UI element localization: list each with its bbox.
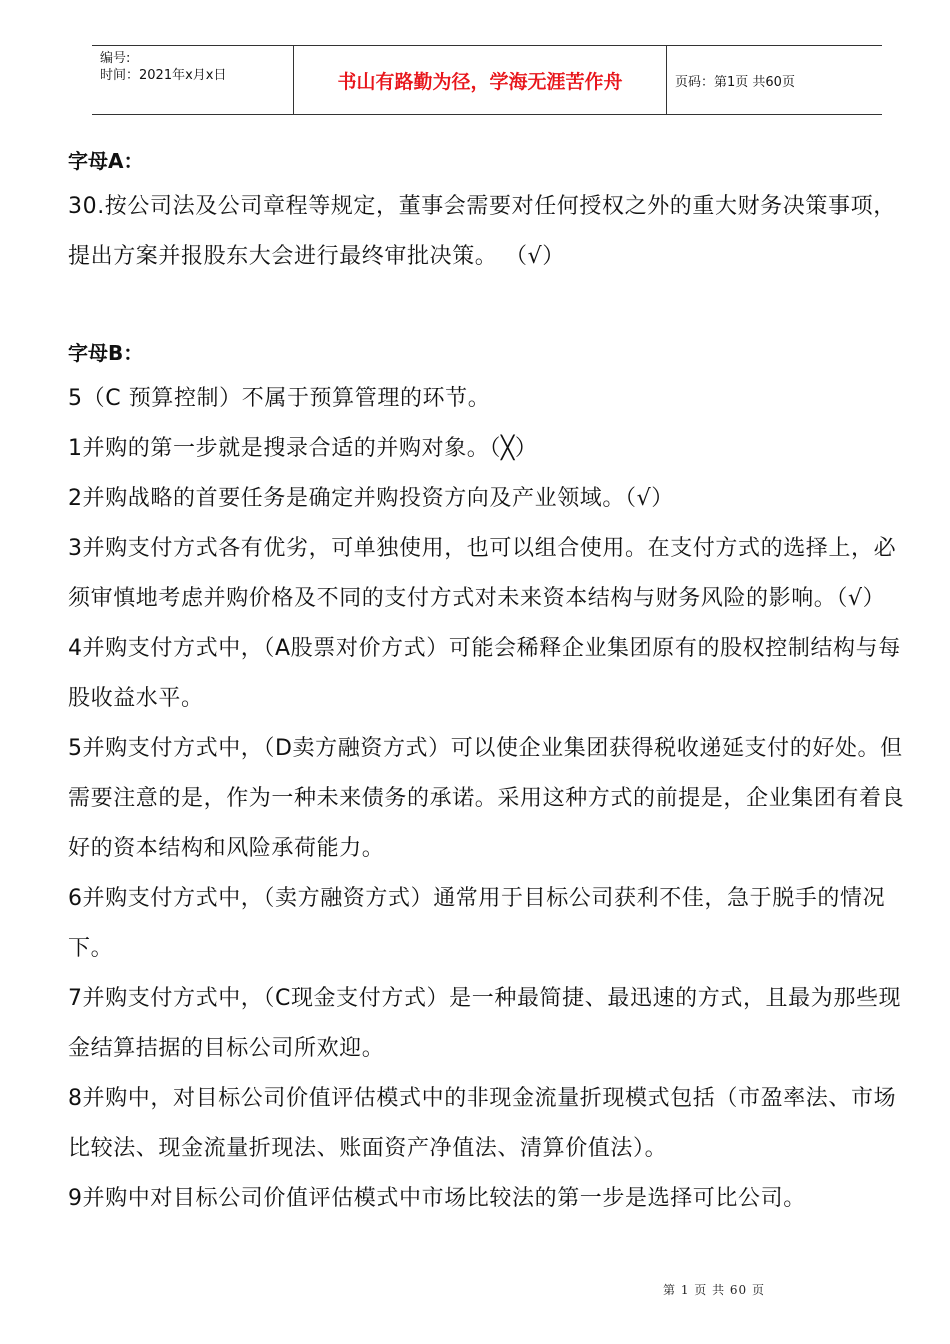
document-body	[68, 140, 908, 1224]
section-b	[68, 332, 908, 1224]
question-paragraph: 6并购支付方式中，（卖方融资方式）通常用于目标公司获利不佳，急于脱手的情况下。	[68, 886, 886, 961]
header-meta	[92, 46, 294, 114]
question-paragraph: 30.按公司法及公司章程等规定，董事会需要对任何授权之外的重大财务决策事项，提出方案并报股东大会进行最终审批决策。 （√）	[68, 194, 896, 269]
header-page-info: 页码：第1页 共60页	[675, 74, 795, 90]
question-paragraph: 9并购中对目标公司价值评估模式中市场比较法的第一步是选择可比公司。	[68, 1186, 806, 1211]
section-spacer	[68, 282, 908, 332]
document-header	[92, 45, 882, 115]
page-footer: 第 1 页 共 60 页	[663, 1283, 765, 1297]
number-label: 编号:	[100, 51, 131, 66]
question-paragraph: 8并购中，对目标公司价值评估模式中的非现金流量折现模式包括（市盈率法、市场比较法、现金流量折现法、账面资产净值法、清算价值法）。	[68, 1086, 897, 1161]
question-paragraph: 7并购支付方式中，（C现金支付方式）是一种最简捷、最迅速的方式，且最为那些现金结算拮据的目标公司所欢迎。	[68, 986, 902, 1061]
section-a	[68, 140, 908, 282]
question-paragraph: 5并购支付方式中，（D卖方融资方式）可以使企业集团获得税收递延支付的好处。但需要注意的是，作为一种未来债务的承诺。采用这种方式的前提是，企业集团有着良好的资本结构和风险承荷能力。	[68, 736, 905, 861]
time-label: 时间：2021年x月x日	[100, 68, 227, 83]
question-paragraph: 2并购战略的首要任务是确定并购投资方向及产业领域。（√）	[68, 486, 674, 511]
question-paragraph: 1并购的第一步就是搜录合适的并购对象。（╳）	[68, 436, 538, 461]
question-paragraph: 4并购支付方式中，（A股票对价方式）可能会稀释企业集团原有的股权控制结构与每股收益水平。	[68, 636, 901, 711]
section-title: 字母B：	[68, 341, 144, 365]
question-paragraph: 5（C 预算控制）不属于预算管理的环节。	[68, 386, 491, 411]
header-motto: 书山有路勤为径，学海无涯苦作舟	[294, 46, 667, 114]
section-title: 字母A：	[68, 149, 144, 173]
question-paragraph: 3并购支付方式各有优劣，可单独使用，也可以组合使用。在支付方式的选择上，必须审慎地考虑并购价格及不同的支付方式对未来资本结构与财务风险的影响。（√）	[68, 536, 897, 611]
